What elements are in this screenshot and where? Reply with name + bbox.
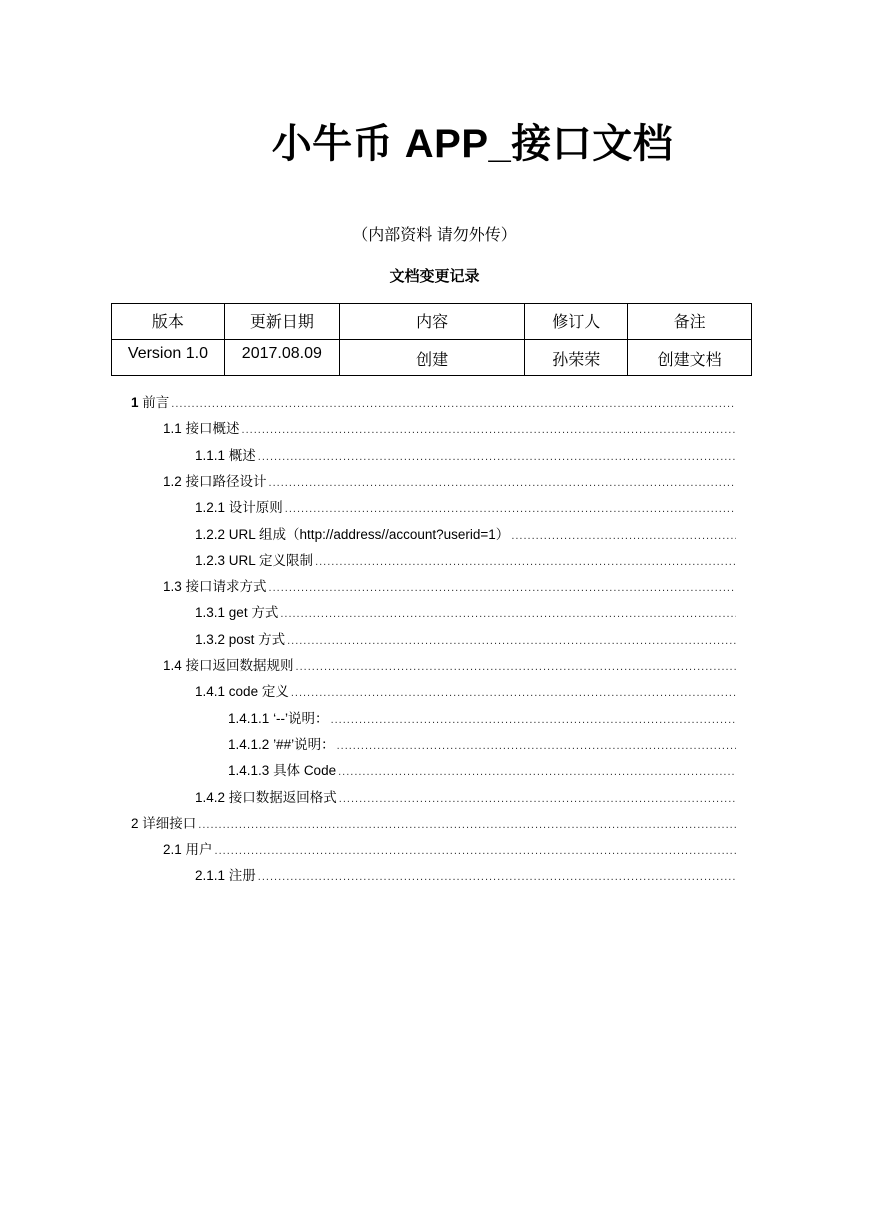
toc-entry-label <box>163 575 269 595</box>
toc-dot-leader <box>258 451 736 463</box>
toc-entry-number: 1.1 <box>163 421 182 437</box>
toc-dot-leader <box>215 845 736 857</box>
toc-entry-number: 1.3 <box>163 579 182 595</box>
toc-entry-label <box>195 444 258 464</box>
toc-entry-label <box>195 786 339 806</box>
toc-entry[interactable] <box>163 838 736 858</box>
toc-entry-text: 设计原则 <box>228 500 283 516</box>
toc-entry-number: 1.3.2 <box>195 631 226 647</box>
toc-entry-label <box>195 628 287 648</box>
toc-entry-text: 接口返回数据规则 <box>185 658 294 673</box>
toc-entry-number: 1.1.1 <box>195 447 226 463</box>
toc-entry[interactable] <box>195 628 736 648</box>
toc-entry-text: post 方式 <box>228 631 286 647</box>
header-version: 版本 <box>112 304 225 340</box>
toc-entry-label <box>163 654 296 674</box>
toc-dot-leader <box>337 740 736 752</box>
toc-entry[interactable] <box>195 601 736 621</box>
header-content: 内容 <box>339 304 525 340</box>
document-title: 小牛币 APP_接口文档 <box>271 122 674 166</box>
header-reviser: 修订人 <box>525 304 628 340</box>
toc-entry-text: ‘--’说明： <box>273 710 329 726</box>
toc-dot-leader <box>242 424 736 436</box>
cell-version: Version 1.0 <box>112 340 225 376</box>
toc-entry-label <box>228 759 338 779</box>
toc-entry-number: 1.2 <box>163 473 182 489</box>
toc-entry-text: URL 定义限制 <box>228 552 314 568</box>
toc-entry-text: 用户 <box>185 842 213 858</box>
toc-entry[interactable] <box>195 444 736 464</box>
toc-dot-leader <box>287 635 736 647</box>
toc-entry-number: 1.2.2 <box>195 526 226 542</box>
toc-entry-number: 1.4 <box>163 658 182 673</box>
change-log-heading: 文档变更记录 <box>389 268 480 285</box>
toc-entry[interactable] <box>195 680 736 700</box>
toc-dot-leader <box>296 661 736 673</box>
toc-dot-leader <box>198 819 736 831</box>
toc-entry-text: 前言 <box>142 395 170 410</box>
toc-entry-label <box>228 733 337 753</box>
toc-entry[interactable] <box>131 391 736 411</box>
toc-entry-text: 接口概述 <box>185 421 240 437</box>
toc-entry-label <box>195 549 315 569</box>
toc-entry-text: 概述 <box>228 447 256 463</box>
header-remark: 备注 <box>628 304 752 340</box>
toc-entry[interactable] <box>195 523 736 543</box>
toc-dot-leader <box>339 793 736 805</box>
toc-entry[interactable] <box>195 549 736 569</box>
toc-entry-label <box>195 680 291 700</box>
toc-entry-number: 1.2.1 <box>195 500 226 516</box>
toc-entry-number: 2 <box>131 815 139 831</box>
toc-entry-number: 1.4.1.2 <box>228 736 270 752</box>
change-log-row <box>112 340 752 376</box>
cell-remark: 创建文档 <box>628 340 752 376</box>
toc-entry-number: 2.1.1 <box>195 868 226 884</box>
toc-dot-leader <box>258 871 736 883</box>
toc-entry[interactable] <box>195 786 736 806</box>
toc-entry-number: 1.2.3 <box>195 552 226 568</box>
cell-content: 创建 <box>339 340 525 376</box>
toc-entry-number: 1.4.1 <box>195 684 226 700</box>
change-log-table <box>111 303 752 376</box>
toc-dot-leader <box>280 608 736 620</box>
toc-entry[interactable] <box>228 707 736 727</box>
toc-entry-text: code 定义 <box>228 684 289 700</box>
toc-entry-label <box>131 391 171 411</box>
cell-reviser: 孙荣荣 <box>525 340 628 376</box>
toc-entry-label <box>163 470 269 490</box>
toc-entry-text: 具体 Code <box>273 763 337 779</box>
toc-dot-leader <box>171 398 736 410</box>
header-date: 更新日期 <box>224 304 339 340</box>
toc-entry-text: 接口请求方式 <box>185 579 267 595</box>
toc-dot-leader <box>338 766 736 778</box>
toc-dot-leader <box>291 687 736 699</box>
cell-date: 2017.08.09 <box>224 340 339 376</box>
toc-entry-text: 接口路径设计 <box>185 473 267 489</box>
toc-entry-label <box>195 496 285 516</box>
toc-entry-text: 接口数据返回格式 <box>228 789 337 805</box>
toc-entry[interactable] <box>163 575 736 595</box>
toc-entry[interactable] <box>228 759 736 779</box>
toc-entry[interactable] <box>195 864 736 884</box>
toc-entry-label <box>163 838 215 858</box>
toc-entry-number: 1.4.1.3 <box>228 763 270 779</box>
toc-entry[interactable] <box>163 654 736 674</box>
toc-entry[interactable] <box>131 812 736 832</box>
toc-entry[interactable] <box>163 470 736 490</box>
toc-entry-label <box>195 864 258 884</box>
toc-entry-text: get 方式 <box>228 605 279 621</box>
document-subtitle: （内部资料 请勿外传） <box>352 227 517 244</box>
toc-dot-leader <box>331 714 736 726</box>
toc-entry-text: 详细接口 <box>142 815 197 831</box>
toc-entry-number: 1 <box>131 395 139 410</box>
toc-entry[interactable] <box>163 417 736 437</box>
toc-entry-text: ’##’说明： <box>273 736 335 752</box>
change-log-header-row <box>112 304 752 340</box>
toc-entry-label <box>163 417 242 437</box>
toc-dot-leader <box>511 530 736 542</box>
toc-entry-number: 1.4.2 <box>195 789 226 805</box>
toc-entry-label <box>195 601 280 621</box>
toc-entry-label <box>228 707 331 727</box>
toc-entry-label <box>131 812 198 832</box>
toc-dot-leader <box>315 556 736 568</box>
toc-entry-number: 2.1 <box>163 842 182 858</box>
toc-dot-leader <box>285 503 736 515</box>
toc-entry[interactable] <box>195 496 736 516</box>
toc-entry-text: 注册 <box>228 868 256 884</box>
toc-entry-text: URL 组成（http://address//account?userid=1） <box>228 526 510 542</box>
toc-entry-number: 1.3.1 <box>195 605 226 621</box>
toc-entry[interactable] <box>228 733 736 753</box>
toc-entry-label <box>195 523 511 543</box>
toc-entry-number: 1.4.1.1 <box>228 710 270 726</box>
toc-dot-leader <box>269 477 736 489</box>
toc-dot-leader <box>269 582 736 594</box>
